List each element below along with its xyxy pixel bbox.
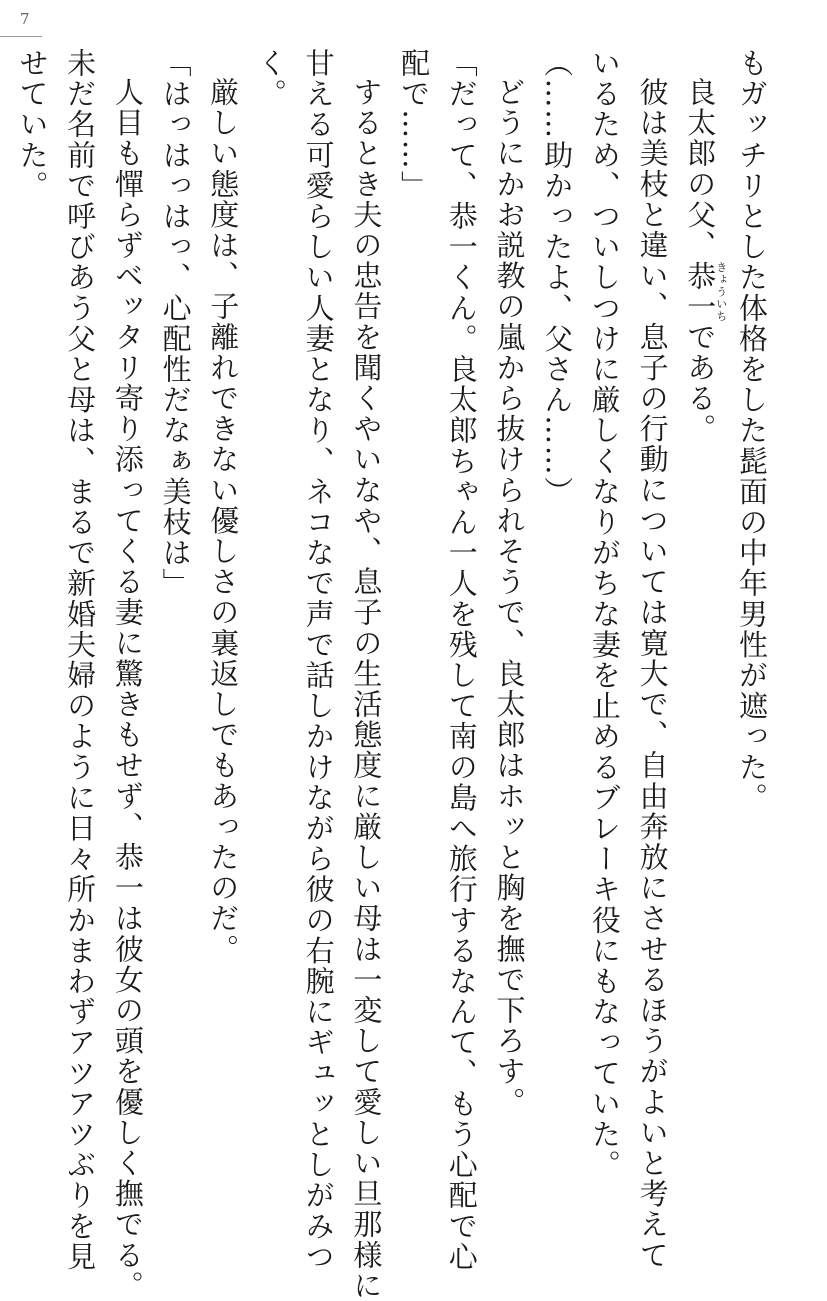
text-line-2-head: 良太郎の父、 (683, 77, 718, 261)
text-line-9: するとき夫の忠告を聞くやいなや、息子の生活態度に厳しい母は一変して愛しい旦那様に (349, 77, 384, 1301)
ruby-reading: きょういち (714, 260, 728, 322)
text-line-4: いるため、ついしつけに厳しくなりがちな妻を止めるブレーキ役にもなっていた。 (587, 48, 622, 1181)
text-line-7: 「だって、恭一くん。良太郎ちゃん一人を残して南の島へ旅行するなんて、もう心配で心 (444, 48, 479, 1272)
text-line-8: 配で……」 (397, 48, 432, 201)
text-line-12: 厳しい態度は、子離れできない優しさの裏返しでもあったのだ。 (206, 77, 241, 965)
text-line-2 (676, 48, 728, 1138)
text-line-3: 彼は美枝と違い、息子の行動については寛大で、自由奔放にさせるほうがよいと考えて (635, 77, 670, 1271)
page-number-rule (0, 36, 42, 37)
page-number: 7 (20, 10, 30, 28)
text-line-16: せていた。 (15, 48, 50, 201)
text-line-13: 「はっはっはっ、心配性だなぁ美枝は」 (158, 48, 193, 599)
text-line-6: どうにかお説教の嵐から抜けられそうで、良太郎はホッと胸を撫で下ろす。 (492, 77, 527, 1118)
text-line-15: 未だ名前で呼びあう父と母は、まるで新婚夫婦のように日々所かまわずアツアツぶりを見 (63, 48, 98, 1272)
ruby-base: 恭一 (683, 260, 718, 322)
text-line-14: 人目も憚らずベッタリ寄り添ってくる妻に驚きもせず、恭一は彼女の頭を優しく撫でる。 (110, 77, 145, 1301)
text-line-11: く。 (253, 48, 288, 110)
ruby-kyoichi (683, 260, 728, 322)
text-line-5: （……助かったよ、父さん……） (540, 48, 575, 507)
text-line-10: 甘える可愛らしい人妻となり、ネコなで声で話しかけながら彼の右腕にギュッとしがみつ (301, 48, 336, 1272)
text-line-17 (0, 48, 8, 1138)
vertical-text-body (15, 48, 775, 1301)
text-line-2-tail: である。 (683, 321, 718, 445)
text-line-1: もガッチリとした体格をした髭面の中年男性が遮った。 (735, 48, 769, 813)
